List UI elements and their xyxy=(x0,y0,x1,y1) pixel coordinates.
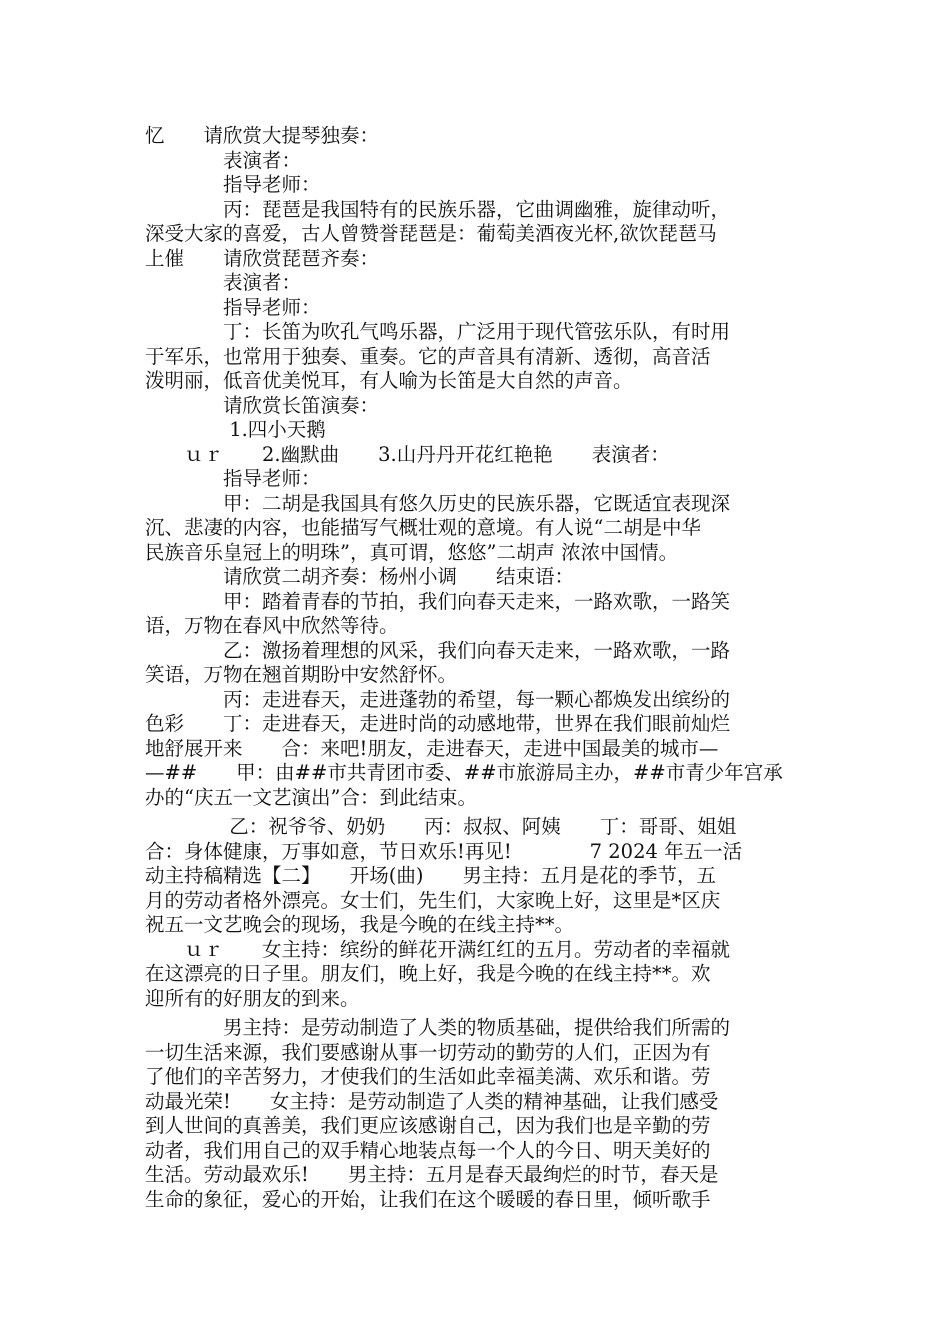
text-line: 祝五一文艺晚会的现场，我是今晚的在线主持**。 xyxy=(145,913,575,936)
text-line: 合：身体健康，万事如意，节日欢乐!再见! 7 2024 年五一活 xyxy=(145,839,743,863)
text-line: 在这漂亮的日子里。朋友们，晚上好，我是今晚的在线主持**。欢 xyxy=(145,962,711,985)
text-line: 甲：二胡是我国具有悠久历史的民族乐器，它既适宜表现深 xyxy=(145,491,731,515)
text-line: 男主持：是劳动制造了人类的物质基础，提供给我们所需的 xyxy=(145,1016,731,1039)
text-line: 了他们的辛苦努力，才使我们的生活如此幸福美满、欢乐和谐。劳 xyxy=(145,1065,711,1088)
text-line: 动者，我们用自己的双手精心地装点每一个人的今日、明天美好的 xyxy=(145,1138,711,1162)
text-line: 深受大家的喜爱，古人曾赞誉琵琶是：葡萄美酒夜光杯,欲饮琵琶马 xyxy=(145,222,717,245)
text-line: 丙：走进春天，走进蓬勃的希望，每一颗心都焕发出缤纷的 xyxy=(145,687,731,711)
text-line: 笑语，万物在翘首期盼中安然舒怀。 xyxy=(145,663,458,686)
text-line: 忆 请欣赏大提琴独奏： xyxy=(145,124,380,147)
text-line: 请欣赏二胡齐奏：杨州小调 结束语： xyxy=(145,565,575,588)
text-line: 语，万物在春风中欣然等待。 xyxy=(145,614,399,637)
text-line: ｕｒ 2.幽默曲 3.山丹丹开花红艳艳 表演者： xyxy=(145,442,670,466)
text-line: 指导老师： xyxy=(145,467,321,490)
text-line: 乙：祝爷爷、奶奶 丙：叔叔、阿姨 丁：哥哥、姐姐 xyxy=(145,815,737,838)
text-line: 泼明丽，低音优美悦耳，有人喻为长笛是大自然的声音。 xyxy=(145,369,633,392)
text-line: 表演者： xyxy=(145,271,302,294)
text-line: 动最光荣! 女主持：是劳动制造了人类的精神基础，让我们感受 xyxy=(145,1089,719,1113)
text-line: 指导老师： xyxy=(145,295,321,319)
text-line: 一切生活来源，我们要感谢从事一切劳动的勤劳的人们，正因为有 xyxy=(145,1040,711,1064)
text-line: 办的“庆五一文艺演出”合：到此结束。 xyxy=(145,785,477,809)
text-line: ｕｒ 女主持：缤纷的鲜花开满红红的五月。劳动者的幸福就 xyxy=(145,937,731,961)
text-line: 1.四小天鹅 xyxy=(145,418,326,441)
text-line: 请欣赏长笛演奏： xyxy=(145,393,380,417)
text-line: 生命的象征，爱心的开始，让我们在这个暖暖的春日里，倾听歌手 xyxy=(145,1187,711,1211)
text-line: 生活。劳动最欢乐! 男主持：五月是春天最绚烂的时节，春天是 xyxy=(145,1163,719,1186)
text-line: 上催 请欣赏琵琶齐奏： xyxy=(145,246,380,270)
text-line: 丙：琵琶是我国特有的民族乐器，它曲调幽雅，旋律动听， xyxy=(145,197,731,221)
text-line: 民族音乐皇冠上的明珠”，真可谓，悠悠”二胡声 浓浓中国情。 xyxy=(145,540,679,564)
text-line: 到人世间的真善美，我们更应该感谢自己，因为我们也是辛勤的劳 xyxy=(145,1114,711,1137)
text-line: —## 甲：由##市共青团市委、##市旅游局主办，##市青少年宫承 xyxy=(145,761,783,784)
text-line: 迎所有的好朋友的到来。 xyxy=(145,986,360,1010)
text-line: 动主持稿精选【二】 开场(曲) 男主持：五月是花的季节，五 xyxy=(145,864,716,887)
text-line: 沉、悲凄的内容，也能描写气概壮观的意境。有人说“二胡是中华 xyxy=(145,516,701,539)
text-line: 乙：激扬着理想的风采，我们向春天走来，一路欢歌，一路 xyxy=(145,638,731,662)
text-line: 色彩 丁：走进春天，走进时尚的动感地带，世界在我们眼前灿烂 xyxy=(145,712,731,735)
text-line: 指导老师： xyxy=(145,173,321,196)
text-line: 地舒展开来 合：来吧!朋友，走进春天，走进中国最美的城市— xyxy=(145,736,719,760)
text-line: 表演者： xyxy=(145,148,302,172)
text-line: 甲：踏着青春的节拍，我们向春天走来，一路欢歌，一路笑 xyxy=(145,589,731,613)
text-line: 丁：长笛为吹孔气鸣乐器，广泛用于现代管弦乐队，有时用 xyxy=(145,320,731,343)
text-line: 于军乐，也常用于独奏、重奏。它的声音具有清新、透彻，高音活 xyxy=(145,344,711,368)
text-line: 月的劳动者格外漂亮。女士们，先生们，大家晚上好，这里是*区庆 xyxy=(145,888,721,912)
document-body xyxy=(145,124,810,1212)
